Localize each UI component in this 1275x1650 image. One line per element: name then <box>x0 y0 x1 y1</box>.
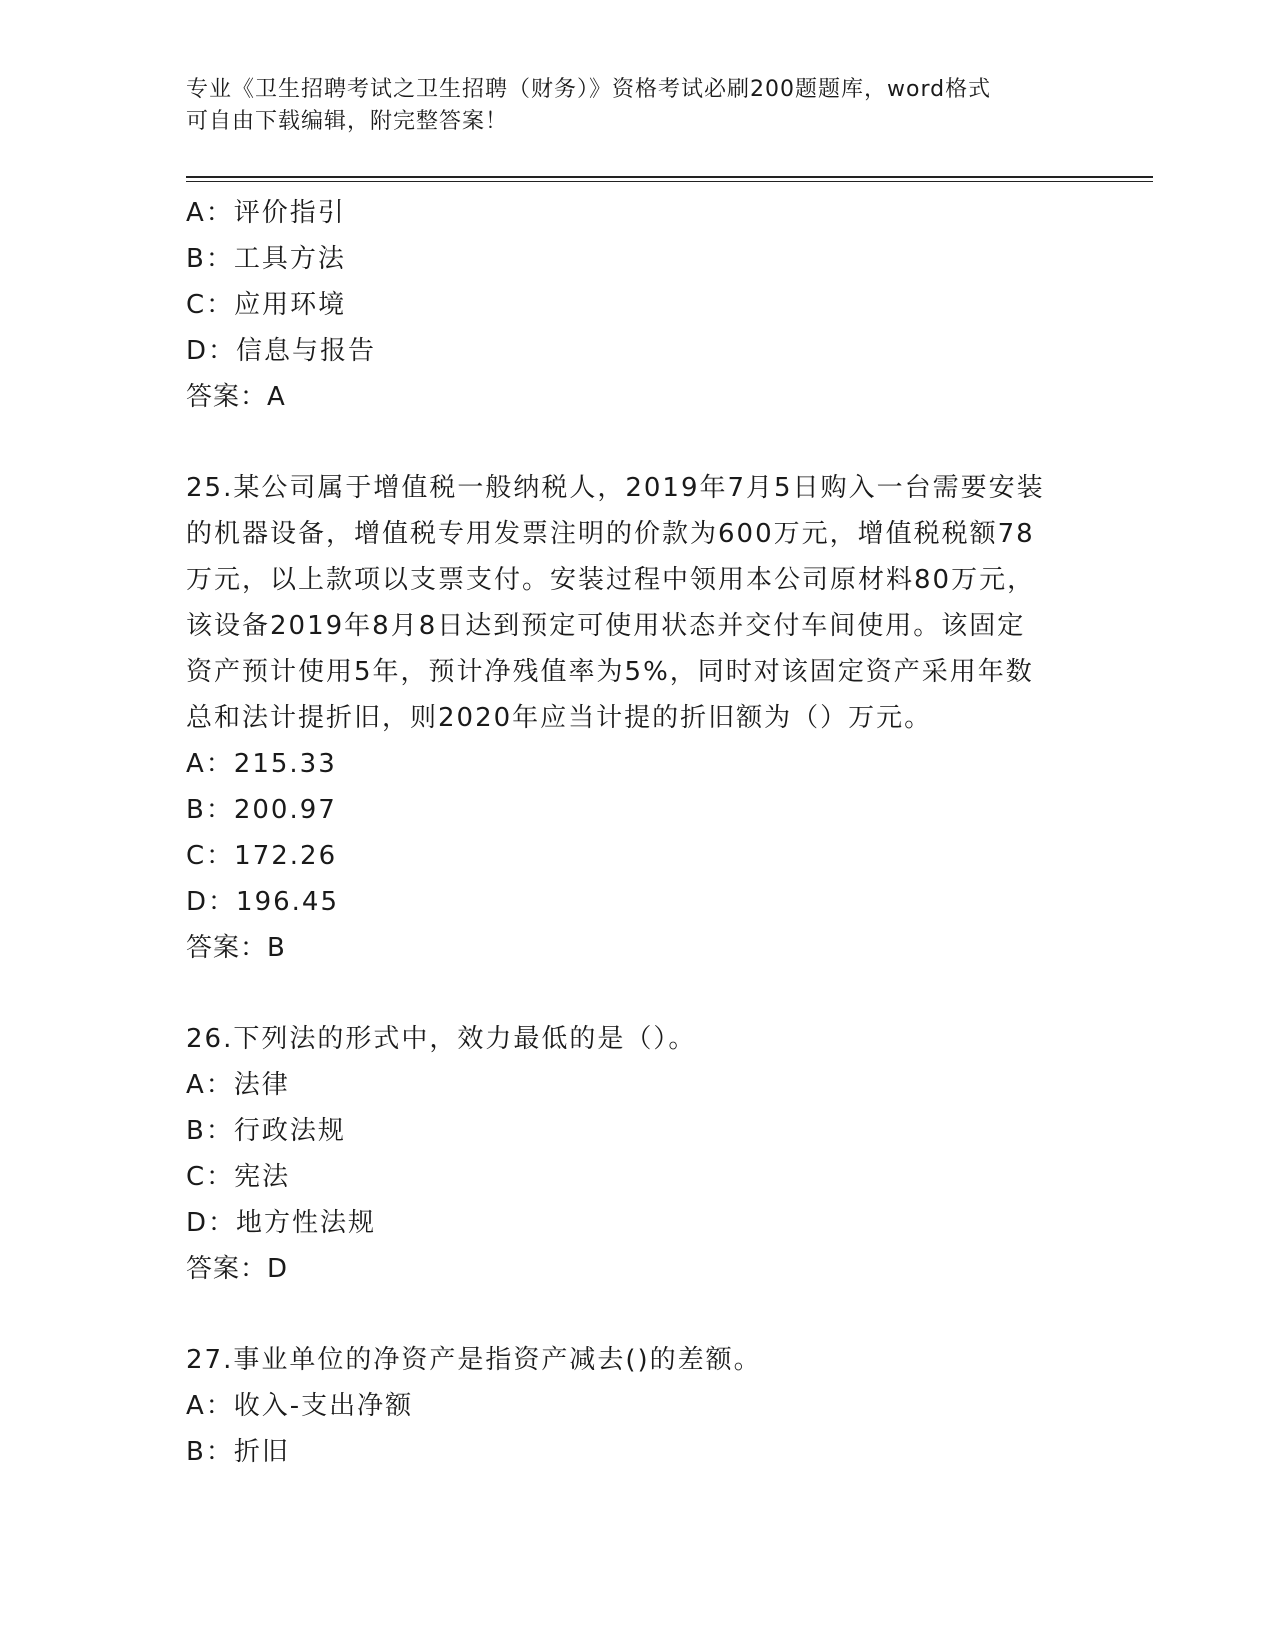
question-25-block <box>186 465 1086 971</box>
header-title-line-2: 可自由下载编辑，附完整答案！ <box>186 109 509 134</box>
spacer <box>186 1292 1086 1337</box>
question-content <box>186 190 1086 1475</box>
answer-line: 答案：B <box>186 933 286 963</box>
option-c: C：应用环境 <box>186 290 347 320</box>
option-d: D：信息与报告 <box>186 336 377 366</box>
option-b: B：工具方法 <box>186 244 346 274</box>
option-c: C：172.26 <box>186 841 338 871</box>
option-b: B：行政法规 <box>186 1116 346 1146</box>
question-26-text: 26.下列法的形式中，效力最低的是（）。 <box>186 1024 697 1054</box>
question-26-block <box>186 1016 1086 1292</box>
header-title-line-1: 专业《卫生招聘考试之卫生招聘（财务）》资格考试必刷200题题库，word格式 <box>186 77 992 102</box>
option-a: A：215.33 <box>186 749 337 779</box>
option-d: D：地方性法规 <box>186 1208 377 1238</box>
question-25-text-line-2: 的机器设备，增值税专用发票注明的价款为600万元，增值税税额78 <box>186 519 1035 549</box>
answer-line: 答案：D <box>186 1254 289 1284</box>
question-25-text-line-1: 25.某公司属于增值税一般纳税人，2019年7月5日购入一台需要安装 <box>186 473 1045 503</box>
question-27-block <box>186 1337 1086 1475</box>
option-a: A：评价指引 <box>186 198 346 228</box>
document-header <box>186 74 1066 138</box>
spacer <box>186 420 1086 465</box>
question-25-text-line-3: 万元，以上款项以支票支付。安装过程中领用本公司原材料80万元， <box>186 565 1036 595</box>
prev-question-block <box>186 190 1086 420</box>
question-25-text-line-5: 资产预计使用5年，预计净残值率为5%，同时对该固定资产采用年数 <box>186 657 1034 687</box>
question-25-text-line-4: 该设备2019年8月8日达到预定可使用状态并交付车间使用。该固定 <box>186 611 1026 641</box>
option-b: B：折旧 <box>186 1437 290 1467</box>
option-c: C：宪法 <box>186 1162 291 1192</box>
header-divider-thick <box>186 176 1153 178</box>
spacer <box>186 971 1086 1016</box>
option-a: A：法律 <box>186 1070 290 1100</box>
question-27-text: 27.事业单位的净资产是指资产减去()的差额。 <box>186 1345 762 1375</box>
option-b: B：200.97 <box>186 795 337 825</box>
header-divider-thin <box>186 181 1153 182</box>
question-25-text-line-6: 总和法计提折旧，则2020年应当计提的折旧额为（）万元。 <box>186 703 933 733</box>
option-d: D：196.45 <box>186 887 339 917</box>
answer-line: 答案：A <box>186 382 286 412</box>
option-a: A：收入-支出净额 <box>186 1391 414 1421</box>
